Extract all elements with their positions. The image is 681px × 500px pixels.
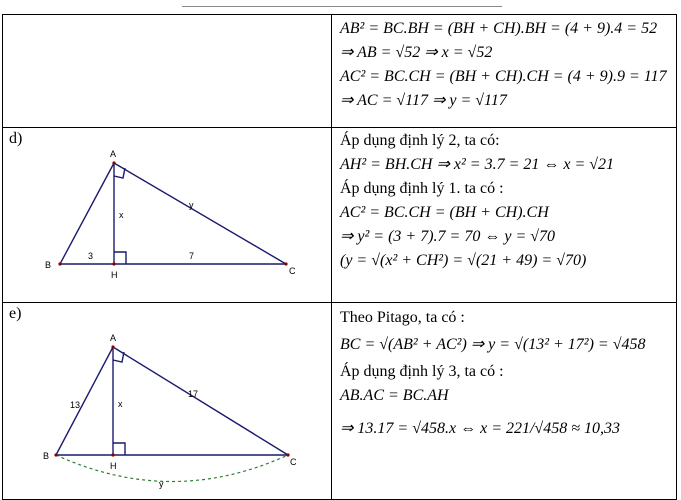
solution-line: AH² = BH.CH ⇒ x² = 3.7 = 21 ⇔ x = √21 — [340, 156, 615, 173]
right-angle-mark-h — [113, 443, 125, 455]
point-b — [54, 453, 57, 456]
point-h — [112, 262, 115, 265]
label-ac-length: 17 — [188, 389, 199, 399]
point-a — [112, 161, 115, 164]
right-angle-mark-h — [114, 252, 126, 264]
label-a: A — [110, 149, 117, 159]
point-b — [58, 262, 61, 265]
side-ab — [56, 347, 113, 455]
solution-line: AC² = BC.CH = (BH + CH).CH — [340, 204, 549, 221]
figure-cell-e — [3, 303, 332, 500]
table-row-d — [3, 128, 677, 303]
solution-line: (y = √(x² + CH²) = √(21 + 49) = √70) — [340, 252, 587, 269]
point-h — [111, 453, 114, 456]
label-a: A — [110, 333, 117, 343]
part-label: e) — [9, 305, 22, 322]
solution-line: AC² = BC.CH = (BH + CH).CH = (4 + 9).9 = 117 — [340, 68, 667, 85]
label-b: B — [43, 451, 50, 461]
label-h: H — [110, 461, 117, 471]
side-ac — [113, 347, 288, 455]
solution-cell-d — [332, 128, 677, 303]
label-b: B — [45, 260, 52, 270]
solution-table — [2, 14, 677, 500]
point-a — [111, 345, 114, 348]
label-c: C — [290, 457, 297, 467]
solution-line: ⇒ y² = (3 + 7).7 = 70 ⇔ y = √70 — [340, 228, 556, 245]
table-row-e — [3, 303, 677, 500]
side-ac — [114, 163, 286, 264]
label-c: C — [289, 266, 296, 276]
label-ab-length: 13 — [70, 400, 81, 410]
solution-line: AB.AC = BC.AH — [340, 387, 449, 404]
side-ab — [60, 163, 114, 264]
solution-cell-e — [332, 303, 677, 500]
solution-line: ⇒ AC = √117 ⇒ y = √117 — [340, 92, 507, 109]
figure-cell-d — [3, 128, 332, 303]
right-angle-mark-a — [114, 168, 125, 178]
label-hc-length: 7 — [189, 251, 195, 261]
bc-length-arc — [56, 455, 288, 482]
solution-line: BC = √(AB² + AC²) ⇒ y = √(13² + 17²) = √458 — [340, 336, 646, 353]
header-rule — [182, 6, 502, 7]
label-x: x — [118, 399, 123, 409]
point-c — [284, 262, 287, 265]
solution-line: ⇒ 13.17 = √458.x ⇔ x = 221/√458 ≈ 10,33 — [340, 420, 620, 437]
label-y: y — [189, 200, 194, 210]
part-label: d) — [9, 130, 23, 147]
solution-cell-continued — [332, 15, 677, 128]
label-y: y — [159, 479, 164, 489]
theorem-heading: Áp dụng định lý 2, ta có: — [340, 132, 500, 149]
theorem-heading: Theo Pitago, ta có : — [340, 309, 465, 326]
figure-cell-empty — [3, 15, 332, 128]
theorem-heading: Áp dụng định lý 3, ta có : — [340, 363, 504, 380]
label-x: x — [119, 210, 124, 220]
label-bh-length: 3 — [88, 251, 94, 261]
table-row-continued — [3, 15, 677, 128]
solution-line: ⇒ AB = √52 ⇒ x = √52 — [340, 44, 493, 61]
triangle-figure-d — [3, 128, 331, 302]
triangle-figure-e — [3, 303, 331, 499]
theorem-heading: Áp dụng định lý 1. ta có : — [340, 180, 504, 197]
label-h: H — [111, 270, 118, 280]
solution-line: AB² = BC.BH = (BH + CH).BH = (4 + 9).4 = 52 — [340, 20, 658, 37]
